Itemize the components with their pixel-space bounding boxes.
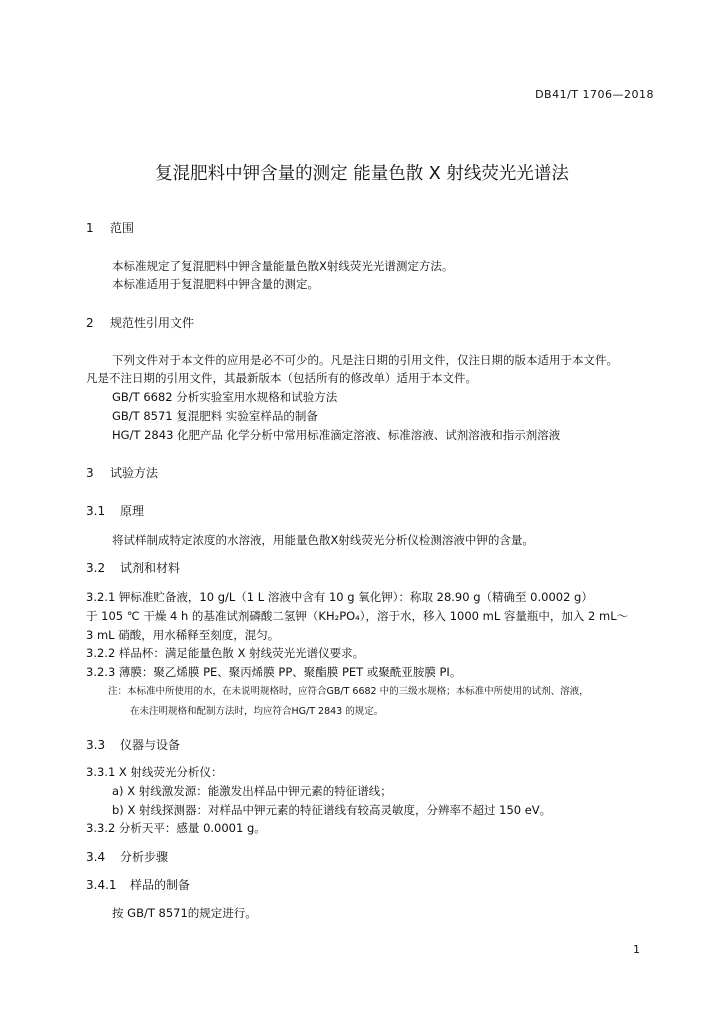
subsection-title: 试剂和材料 [120,561,181,575]
list-item-b: b) X 射线探测器：对样品中钾元素的特征谱线有较高灵敏度，分辨率不超过 150 eV。 [112,803,552,817]
subsection-title: 原理 [120,504,145,518]
clause-3-3-1: 3.3.1 X 射线荧光分析仪： [86,765,223,779]
subsection-3-4-heading [86,849,168,865]
note: 注：本标准中所使用的水，在未说明规格时，应符合GB/T 6682 中的三级水规格；本标准中所使用的试剂、溶液， [108,686,589,697]
section-title: 试验方法 [110,466,159,480]
paragraph: 下列文件对于本文件的应用是必不可少的。凡是注日期的引用文件，仅注日期的版本适用于本文件。 [112,353,618,367]
subsection-3-4-1-heading [86,877,190,893]
subsection-3-3-heading [86,737,180,753]
subsection-title: 样品的制备 [130,878,191,892]
clause-3-2-2: 3.2.2 样品杯：满足能量色散 X 射线荧光光谱仪要求。 [86,646,365,660]
subsection-number: 3.2 [86,561,106,575]
section-title: 范围 [110,221,135,235]
reference-item: HG/T 2843 化肥产品 化学分析中常用标准滴定溶液、标准溶液、试剂溶液和指示剂溶液 [112,428,561,442]
subsection-number: 3.1 [86,504,106,518]
section-number: 2 [86,316,94,330]
clause-3-2-3: 3.2.3 薄膜：聚乙烯膜 PE、聚丙烯膜 PP、聚酯膜 PET 或聚酰亚胺膜 PI。 [86,665,462,679]
subsection-number: 3.3 [86,738,106,752]
clause-continued: 于 105 ℃ 干燥 4 h 的基准试剂磷酸二氢钾（KH₂PO₄），溶于水，移入 1000 mL 容量瓶中，加入 2 mL～ [86,609,629,623]
subsection-number: 3.4.1 [86,878,117,892]
section-3-heading [86,465,158,481]
reference-item: GB/T 8571 复混肥料 实验室样品的制备 [112,409,318,423]
subsection-title: 仪器与设备 [120,738,181,752]
paragraph: 本标准规定了复混肥料中钾含量能量色散X射线荧光光谱测定方法。 [112,259,454,273]
paragraph: 本标准适用于复混肥料中钾含量的测定。 [112,277,319,291]
paragraph: 按 GB/T 8571的规定进行。 [112,906,257,920]
section-title: 规范性引用文件 [110,316,195,330]
clause-continued: 3 mL 硝酸，用水稀释至刻度，混匀。 [86,628,280,642]
subsection-number: 3.4 [86,850,106,864]
note-continued: 在未注明规格和配制方法时，均应符合HG/T 2843 的规定。 [130,706,384,717]
section-number: 1 [86,221,94,235]
subsection-3-2-heading [86,560,180,576]
document-id: DB41/T 1706—2018 [535,88,654,101]
clause-3-2-1: 3.2.1 钾标准贮备液，10 g/L（1 L 溶液中含有 10 g 氧化钾）：称取 28.90 g（精确至 0.0002 g） [86,590,593,604]
paragraph: 将试样制成特定浓度的水溶液，用能量色散X射线荧光分析仪检测溶液中钾的含量。 [112,533,534,547]
clause-3-3-2: 3.3.2 分析天平：感量 0.0001 g。 [86,821,266,835]
reference-item: GB/T 6682 分析实验室用水规格和试验方法 [112,390,338,404]
section-1-heading [86,220,134,236]
subsection-title: 分析步骤 [120,850,169,864]
subsection-3-1-heading [86,503,144,519]
section-2-heading [86,315,194,331]
list-item-a: a) X 射线激发源：能激发出样品中钾元素的特征谱线； [112,784,392,798]
paragraph-continued: 凡是不注日期的引用文件，其最新版本（包括所有的修改单）适用于本文件。 [86,371,477,385]
page-number: 1 [633,943,640,956]
section-number: 3 [86,466,94,480]
document-title: 复混肥料中钾含量的测定 能量色散 X 射线荧光光谱法 [155,164,569,184]
